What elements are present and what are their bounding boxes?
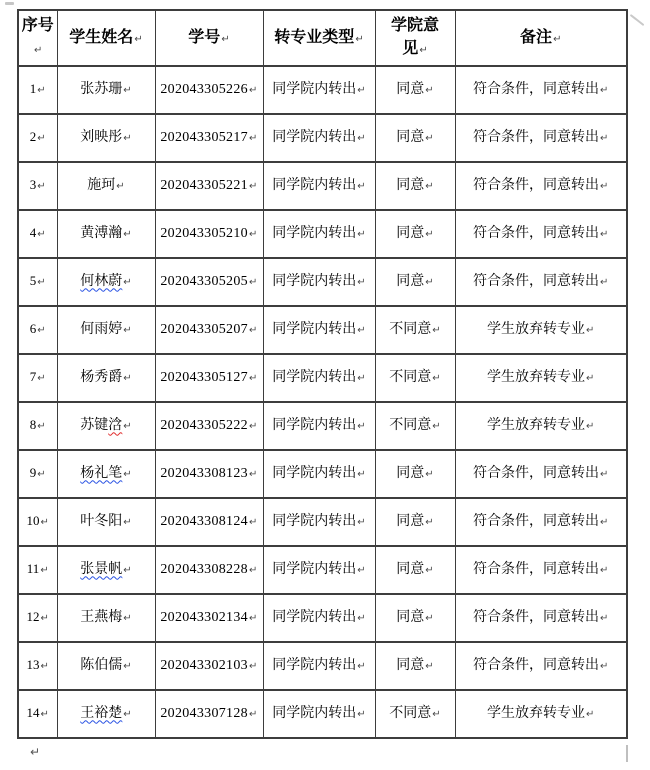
cell-remark[interactable] (455, 210, 627, 258)
paragraph-mark: ↵ (357, 708, 366, 720)
paragraph-mark: ↵ (600, 180, 609, 192)
stray-mark-bottom-right (626, 745, 628, 762)
paragraph-mark: ↵ (425, 84, 434, 96)
remark-text: 符合条件，同意转出 (473, 225, 600, 241)
cell-remark[interactable] (455, 354, 627, 402)
paragraph-mark: ↵ (425, 132, 434, 144)
transfer-type: 同学院内转出 (272, 657, 357, 673)
paragraph-mark: ↵ (123, 612, 132, 624)
student-name: 刘映彤 (80, 129, 123, 145)
student-id: 202043308123 (160, 465, 248, 481)
cell-transfer-type[interactable] (263, 114, 375, 162)
cell-remark[interactable] (455, 546, 627, 594)
student-id: 202043305217 (160, 129, 248, 145)
student-id: 202043307128 (160, 705, 248, 721)
paragraph-mark: ↵ (248, 564, 258, 576)
transfer-type: 同学院内转出 (272, 321, 357, 337)
paragraph-mark: ↵ (37, 325, 46, 336)
paragraph-mark: ↵ (123, 324, 132, 336)
cell-college-opinion[interactable] (375, 210, 455, 258)
table-row (18, 642, 627, 690)
index-value: 7 (29, 369, 37, 384)
index-value: 5 (29, 273, 37, 288)
cell-transfer-type[interactable] (263, 66, 375, 114)
paragraph-mark: ↵ (425, 516, 434, 528)
paragraph-mark: ↵ (248, 372, 258, 384)
cell-student-id[interactable] (155, 546, 263, 594)
paragraph-mark: ↵ (248, 132, 258, 144)
college-opinion: 同意 (396, 465, 425, 481)
remark-text: 学生放弃转专业 (487, 321, 586, 337)
header-label: 备注 (520, 28, 553, 46)
student-name-spellchecked: 杨礼笔 (80, 465, 123, 481)
cell-transfer-type[interactable] (263, 546, 375, 594)
transfer-type: 同学院内转出 (272, 417, 357, 433)
paragraph-mark: ↵ (37, 133, 46, 144)
cell-index[interactable] (18, 594, 57, 642)
transfer-type: 同学院内转出 (272, 177, 357, 193)
index-value: 9 (29, 465, 37, 480)
cell-student-id[interactable] (155, 594, 263, 642)
paragraph-mark: ↵ (357, 132, 366, 144)
paragraph-mark: ↵ (123, 708, 132, 720)
college-opinion: 不同意 (389, 321, 432, 337)
table-row (18, 210, 627, 258)
cell-student-name[interactable] (57, 114, 155, 162)
transfer-type: 同学院内转出 (272, 561, 357, 577)
cell-transfer-type[interactable] (263, 306, 375, 354)
cell-college-opinion[interactable] (375, 594, 455, 642)
paragraph-mark: ↵ (123, 420, 132, 432)
cell-transfer-type[interactable] (263, 210, 375, 258)
cell-index[interactable] (18, 546, 57, 594)
cell-student-name[interactable] (57, 546, 155, 594)
cell-college-opinion[interactable] (375, 162, 455, 210)
transfer-type: 同学院内转出 (272, 513, 357, 529)
header-col-remark[interactable] (455, 10, 627, 66)
table-row (18, 498, 627, 546)
student-name: 苏键 (80, 417, 109, 433)
student-id: 202043305226 (160, 81, 248, 97)
remark-text: 学生放弃转专业 (487, 369, 586, 385)
paragraph-mark: ↵ (425, 228, 434, 240)
paragraph-mark: ↵ (600, 660, 609, 672)
cell-student-id[interactable] (155, 210, 263, 258)
student-name-spellchecked: 王裕楚 (80, 705, 123, 721)
paragraph-mark: ↵ (586, 372, 595, 384)
college-opinion: 不同意 (389, 417, 432, 433)
header-label: 学生姓名 (69, 28, 134, 46)
cell-index[interactable] (18, 354, 57, 402)
student-name: 张苏珊 (80, 81, 123, 97)
paragraph-mark: ↵ (123, 660, 132, 672)
college-opinion: 同意 (396, 177, 425, 193)
cell-index[interactable] (18, 402, 57, 450)
cell-student-name[interactable] (57, 306, 155, 354)
paragraph-mark: ↵ (37, 421, 46, 432)
stray-mark-top-right (630, 14, 645, 26)
cell-remark[interactable] (455, 306, 627, 354)
college-opinion: 不同意 (389, 369, 432, 385)
index-value: 14 (26, 705, 40, 720)
student-name-spellchecked: 张景帆 (80, 561, 123, 577)
stray-mark-top-left (5, 2, 14, 5)
paragraph-mark: ↵ (40, 565, 49, 576)
paragraph-mark: ↵ (425, 564, 434, 576)
paragraph-mark: ↵ (123, 132, 132, 144)
cell-index[interactable] (18, 258, 57, 306)
cell-remark[interactable] (455, 642, 627, 690)
transfer-type: 同学院内转出 (272, 81, 357, 97)
end-paragraph-mark: ↵ (30, 745, 41, 759)
transfer-type: 同学院内转出 (272, 129, 357, 145)
paragraph-mark: ↵ (357, 372, 366, 384)
paragraph-mark: ↵ (37, 373, 46, 384)
paragraph-mark: ↵ (248, 324, 258, 336)
cell-college-opinion[interactable] (375, 450, 455, 498)
paragraph-mark: ↵ (432, 372, 441, 384)
header-row (18, 10, 627, 66)
remark-text: 符合条件，同意转出 (473, 609, 600, 625)
table-row (18, 162, 627, 210)
cell-college-opinion[interactable] (375, 258, 455, 306)
paragraph-mark: ↵ (553, 33, 562, 45)
table-header (18, 10, 627, 66)
cell-student-name[interactable] (57, 690, 155, 738)
paragraph-mark: ↵ (355, 33, 364, 45)
cell-transfer-type[interactable] (263, 402, 375, 450)
cell-remark[interactable] (455, 450, 627, 498)
cell-student-name[interactable] (57, 498, 155, 546)
remark-text: 学生放弃转专业 (487, 417, 586, 433)
index-value: 8 (29, 417, 37, 432)
cell-remark[interactable] (455, 402, 627, 450)
cell-transfer-type[interactable] (263, 642, 375, 690)
student-name: 黄溥瀚 (80, 225, 123, 241)
remark-text: 符合条件，同意转出 (473, 273, 600, 289)
cell-student-id[interactable] (155, 306, 263, 354)
cell-college-opinion[interactable] (375, 114, 455, 162)
header-col-student-name[interactable] (57, 10, 155, 66)
paragraph-mark: ↵ (248, 228, 258, 240)
cell-student-id[interactable] (155, 450, 263, 498)
remark-text: 符合条件，同意转出 (473, 513, 600, 529)
transfer-type: 同学院内转出 (272, 225, 357, 241)
student-id: 202043305127 (160, 369, 248, 385)
cell-student-id[interactable] (155, 114, 263, 162)
student-name: 陈伯儒 (80, 657, 123, 673)
cell-college-opinion[interactable] (375, 306, 455, 354)
cell-transfer-type[interactable] (263, 450, 375, 498)
header-col-college-opinion[interactable] (375, 10, 455, 66)
paragraph-mark: ↵ (248, 468, 258, 480)
cell-college-opinion[interactable] (375, 642, 455, 690)
remark-text: 学生放弃转专业 (487, 705, 586, 721)
cell-student-id[interactable] (155, 642, 263, 690)
cell-student-name[interactable] (57, 642, 155, 690)
student-name: 施珂 (87, 177, 116, 193)
paragraph-mark: ↵ (123, 228, 132, 240)
cell-remark[interactable] (455, 66, 627, 114)
paragraph-mark: ↵ (600, 276, 609, 288)
paragraph-mark: ↵ (357, 180, 366, 192)
index-value: 12 (26, 609, 40, 624)
paragraph-mark: ↵ (248, 708, 258, 720)
cell-student-id[interactable] (155, 258, 263, 306)
paragraph-mark: ↵ (425, 180, 434, 192)
paragraph-mark: ↵ (357, 564, 366, 576)
table-row (18, 306, 627, 354)
student-name-spellchecked: 何林蔚 (80, 273, 123, 289)
header-col-no[interactable] (18, 10, 57, 66)
header-label: 学号 (188, 28, 221, 46)
college-opinion: 同意 (396, 561, 425, 577)
student-name-spellchecked: 浛 (108, 417, 123, 433)
paragraph-mark: ↵ (123, 468, 132, 480)
header-label: 序号 (21, 17, 54, 34)
index-value: 10 (26, 513, 40, 528)
table-row (18, 690, 627, 738)
paragraph-mark: ↵ (123, 564, 132, 576)
remark-text: 符合条件，同意转出 (473, 561, 600, 577)
cell-transfer-type[interactable] (263, 354, 375, 402)
cell-college-opinion[interactable] (375, 546, 455, 594)
cell-index[interactable] (18, 114, 57, 162)
header-col-transfer-type[interactable] (263, 10, 375, 66)
table-row (18, 402, 627, 450)
index-value: 1 (29, 81, 37, 96)
paragraph-mark: ↵ (123, 516, 132, 528)
paragraph-mark: ↵ (357, 324, 366, 336)
index-value: 11 (26, 561, 40, 576)
paragraph-mark: ↵ (357, 660, 366, 672)
table-body (18, 66, 627, 738)
paragraph-mark: ↵ (600, 228, 609, 240)
transfer-type: 同学院内转出 (272, 273, 357, 289)
college-opinion: 同意 (396, 657, 425, 673)
student-id: 202043308124 (160, 513, 248, 529)
index-value: 6 (29, 321, 37, 336)
header-label: 转专业类型 (274, 28, 355, 46)
cell-student-id[interactable] (155, 402, 263, 450)
paragraph-mark: ↵ (40, 709, 49, 720)
transfer-type: 同学院内转出 (272, 465, 357, 481)
paragraph-mark: ↵ (419, 45, 428, 56)
table-row (18, 546, 627, 594)
cell-transfer-type[interactable] (263, 258, 375, 306)
cell-student-name[interactable] (57, 450, 155, 498)
paragraph-mark: ↵ (248, 84, 258, 96)
college-opinion: 同意 (396, 273, 425, 289)
paragraph-mark: ↵ (37, 181, 46, 192)
remark-text: 符合条件，同意转出 (473, 81, 600, 97)
index-value: 13 (26, 657, 40, 672)
cell-student-name[interactable] (57, 210, 155, 258)
transfer-type: 同学院内转出 (272, 609, 357, 625)
paragraph-mark: ↵ (600, 132, 609, 144)
cell-college-opinion[interactable] (375, 690, 455, 738)
paragraph-mark: ↵ (586, 420, 595, 432)
paragraph-mark: ↵ (134, 33, 143, 45)
paragraph-mark: ↵ (425, 660, 434, 672)
paragraph-mark: ↵ (37, 277, 46, 288)
student-id: 202043305210 (160, 225, 248, 241)
paragraph-mark: ↵ (357, 516, 366, 528)
cell-index[interactable] (18, 498, 57, 546)
cell-student-name[interactable] (57, 66, 155, 114)
college-opinion: 同意 (396, 81, 425, 97)
remark-text: 符合条件，同意转出 (473, 177, 600, 193)
cell-student-name[interactable] (57, 258, 155, 306)
cell-student-name[interactable] (57, 162, 155, 210)
cell-remark[interactable] (455, 498, 627, 546)
paragraph-mark: ↵ (586, 708, 595, 720)
student-name: 王燕梅 (80, 609, 123, 625)
cell-student-name[interactable] (57, 594, 155, 642)
cell-remark[interactable] (455, 114, 627, 162)
paragraph-mark: ↵ (357, 468, 366, 480)
paragraph-mark: ↵ (600, 564, 609, 576)
table-row (18, 450, 627, 498)
cell-index[interactable] (18, 210, 57, 258)
paragraph-mark: ↵ (248, 180, 258, 192)
cell-index[interactable] (18, 690, 57, 738)
college-opinion: 不同意 (389, 705, 432, 721)
student-id: 202043305205 (160, 273, 248, 289)
table-row (18, 114, 627, 162)
paragraph-mark: ↵ (40, 613, 49, 624)
paragraph-mark: ↵ (357, 228, 366, 240)
student-id: 202043305222 (160, 417, 248, 433)
cell-transfer-type[interactable] (263, 498, 375, 546)
paragraph-mark: ↵ (221, 33, 230, 45)
header-col-student-id[interactable] (155, 10, 263, 66)
index-value: 4 (29, 225, 37, 240)
student-id: 202043302134 (160, 609, 248, 625)
student-id: 202043305207 (160, 321, 248, 337)
cell-transfer-type[interactable] (263, 594, 375, 642)
paragraph-mark: ↵ (37, 85, 46, 96)
student-name: 叶冬阳 (80, 513, 123, 529)
cell-remark[interactable] (455, 258, 627, 306)
table-row (18, 258, 627, 306)
paragraph-mark: ↵ (248, 612, 258, 624)
cell-student-name[interactable] (57, 354, 155, 402)
college-opinion: 同意 (396, 513, 425, 529)
table-row (18, 354, 627, 402)
student-id: 202043302103 (160, 657, 248, 673)
table-row (18, 66, 627, 114)
index-value: 3 (29, 177, 37, 192)
paragraph-mark: ↵ (600, 84, 609, 96)
cell-remark[interactable] (455, 162, 627, 210)
cell-student-id[interactable] (155, 690, 263, 738)
cell-college-opinion[interactable] (375, 354, 455, 402)
paragraph-mark: ↵ (425, 612, 434, 624)
cell-remark[interactable] (455, 690, 627, 738)
remark-text: 符合条件，同意转出 (473, 657, 600, 673)
cell-index[interactable] (18, 642, 57, 690)
header-label: 学院意见 (390, 17, 439, 57)
cell-college-opinion[interactable] (375, 402, 455, 450)
index-value: 2 (29, 129, 37, 144)
paragraph-mark: ↵ (425, 276, 434, 288)
paragraph-mark: ↵ (357, 420, 366, 432)
college-opinion: 同意 (396, 609, 425, 625)
paragraph-mark: ↵ (123, 84, 132, 96)
cell-transfer-type[interactable] (263, 162, 375, 210)
student-id: 202043305221 (160, 177, 248, 193)
cell-student-id[interactable] (155, 162, 263, 210)
paragraph-mark: ↵ (425, 468, 434, 480)
paragraph-mark: ↵ (248, 660, 258, 672)
paragraph-mark: ↵ (432, 324, 441, 336)
paragraph-mark: ↵ (116, 180, 125, 192)
paragraph-mark: ↵ (600, 516, 609, 528)
paragraph-mark: ↵ (600, 468, 609, 480)
cell-college-opinion[interactable] (375, 66, 455, 114)
paragraph-mark: ↵ (34, 45, 43, 56)
paragraph-mark: ↵ (123, 276, 132, 288)
cell-student-id[interactable] (155, 66, 263, 114)
cell-college-opinion[interactable] (375, 498, 455, 546)
college-opinion: 同意 (396, 225, 425, 241)
paragraph-mark: ↵ (357, 276, 366, 288)
student-name: 杨秀爵 (80, 369, 123, 385)
cell-index[interactable] (18, 450, 57, 498)
table-row (18, 594, 627, 642)
college-opinion: 同意 (396, 129, 425, 145)
remark-text: 符合条件，同意转出 (473, 465, 600, 481)
paragraph-mark: ↵ (432, 708, 441, 720)
paragraph-mark: ↵ (40, 517, 49, 528)
paragraph-mark: ↵ (600, 612, 609, 624)
paragraph-mark: ↵ (123, 372, 132, 384)
remark-text: 符合条件，同意转出 (473, 129, 600, 145)
cell-index[interactable] (18, 66, 57, 114)
paragraph-mark: ↵ (432, 420, 441, 432)
paragraph-mark: ↵ (248, 276, 258, 288)
paragraph-mark: ↵ (248, 420, 258, 432)
cell-index[interactable] (18, 306, 57, 354)
cell-student-id[interactable] (155, 498, 263, 546)
cell-student-id[interactable] (155, 354, 263, 402)
transfer-type: 同学院内转出 (272, 705, 357, 721)
transfer-type: 同学院内转出 (272, 369, 357, 385)
student-name: 何雨婷 (80, 321, 123, 337)
cell-student-name[interactable] (57, 402, 155, 450)
paragraph-mark: ↵ (357, 84, 366, 96)
paragraph-mark: ↵ (37, 229, 46, 240)
cell-transfer-type[interactable] (263, 690, 375, 738)
cell-index[interactable] (18, 162, 57, 210)
paragraph-mark: ↵ (248, 516, 258, 528)
students-transfer-table (17, 9, 628, 739)
paragraph-mark: ↵ (586, 324, 595, 336)
cell-remark[interactable] (455, 594, 627, 642)
paragraph-mark: ↵ (37, 469, 46, 480)
student-id: 202043308228 (160, 561, 248, 577)
paragraph-mark: ↵ (357, 612, 366, 624)
paragraph-mark: ↵ (40, 661, 49, 672)
